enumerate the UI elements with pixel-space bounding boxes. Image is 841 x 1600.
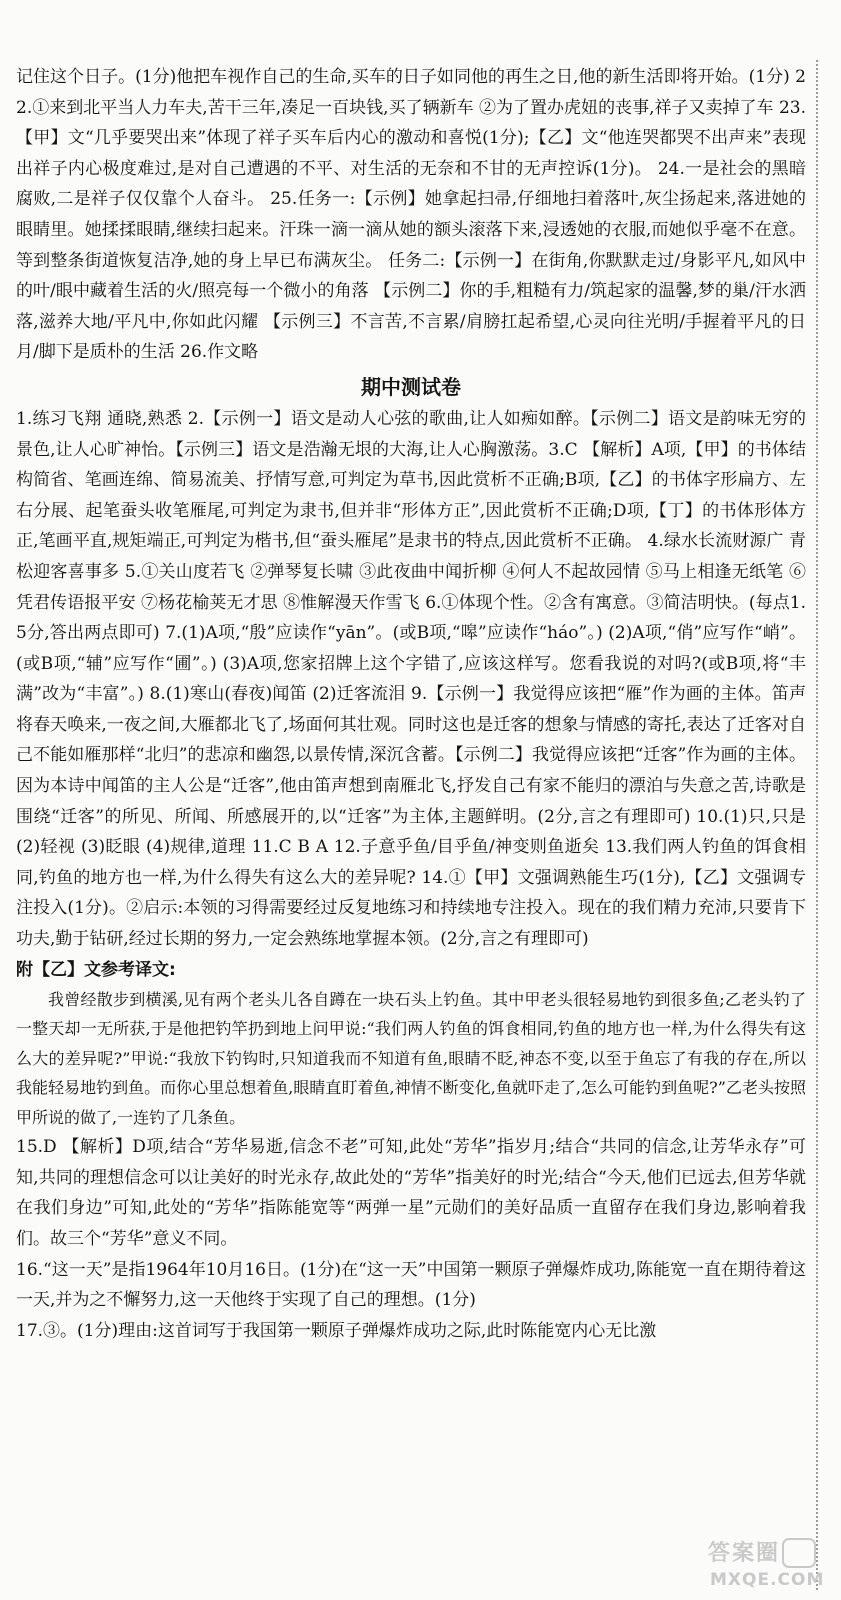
page-margin-dotted-line — [816, 60, 818, 1590]
watermark-domain: MXQE.COM — [710, 1570, 825, 1590]
answer-15: 15.D 【解析】D项,结合“芳华易逝,信念不老”可知,此处“芳华”指岁月;结合“共同的信念,让芳华永存”可知,共同的理想信念可以让美好的时光永存,故此处的“芳华”指美好的时光;结合“今天,他们已远去,但芳华就在我们身边”可知,此处的“芳华”指陈能宽等“两弹一星”元勋们的美好品质一直留存在我们身边,影响着我们。故三个“芳华”意义不同。 — [16, 1137, 806, 1249]
watermark-text: 答案圈 — [708, 1541, 781, 1566]
answer-17: 17.③。(1分)理由:这首词写于我国第一颗原子弹爆炸成功之际,此时陈能宽内心无比激 — [16, 1320, 657, 1341]
section-title: 期中测试卷 — [361, 374, 461, 399]
site-watermark — [700, 1536, 828, 1594]
answer-16: 16.“这一天”是指1964年10月16日。(1分)在“这一天”中国第一颗原子弹爆炸成功,陈能宽一直在期待着这一天,并为之不懈努力,这一天他终于实现了自己的理想。(1分) — [16, 1259, 806, 1311]
appendix-title: 附【乙】文参考译文: — [16, 959, 176, 980]
reference-translation: 我曾经散步到横溪,见有两个老头儿各自蹲在一块石头上钓鱼。其中甲老头很轻易地钓到很多鱼;乙老头钓了一整天却一无所获,于是他把钓竿扔到地上问甲说:“我们两人钓鱼的饵食相同,钓鱼的地方也一样,为什么得失有这么大的差异呢?”甲说:“我放下钓钩时,只知道我而不知道有鱼,眼睛不眨,神态不变,以至于鱼忘了有我的存在,所以我能轻易地钓到鱼。而你心里总想着鱼,眼睛直盯着鱼,神情不断变化,鱼就吓走了,怎么可能钓到鱼呢?”乙老头按照甲所说的做了,一连钓了几条鱼。 — [16, 989, 806, 1127]
watermark-badge-icon — [782, 1538, 816, 1568]
answer-content — [16, 62, 806, 1346]
midterm-answers: 1.练习飞翔 通晓,熟悉 2.【示例一】语文是动人心弦的歌曲,让人如痴如醉。【示例二】语文是韵味无穷的景色,让人心旷神怡。【示例三】语文是浩瀚无垠的大海,让人心胸激荡。3.C 【解析】A项,【甲】的书体结构简省、笔画连绵、简易流美、抒情写意,可判定为草书,因此赏析不正确;B项,【乙】的书体字形扁方、左右分展、起笔蚕头收笔雁尾,可判定为隶书,但并非“形体方正”,因此赏析不正确;D项,【丁】的书体形体方正,笔画平直,规矩端正,可判定为楷书,但“蚕头雁尾”是隶书的特点,因此赏析不正确。 4.绿水长流财源广 青松迎客喜事多 5.①关山度若飞 ②弹琴复长啸 ③此夜曲中闻折柳 ④何人不起故园情 ⑤马上相逢无纸笔 ⑥凭君传语报平安 ⑦杨花榆荚无才思 ⑧惟解漫天作雪飞 6.①体现个性。②含有寓意。③简洁明快。(每点1.5分,答出两点即可) 7.(1)A项,“殷”应读作“yān”。(或B项,“嗥”应读作“háo”。) (2)A项,“俏”应写作“峭”。(或B项,“辅”应写作“圃”。) (3)A项,您家招牌上这个字错了,应该这样写。您看我说的对吗?(或B项,将“丰满”改为“丰富”。) 8.(1)寒山(春夜)闻笛 (2)迁客流泪 9.【示例一】我觉得应该把“雁”作为画的主体。笛声将春天唤来,一夜之间,大雁都北飞了,场面何其壮观。同时这也是迁客的想象与情感的寄托,表达了迁客对自己不能如雁那样“北归”的悲凉和幽怨,以景传情,深沉含蓄。【示例二】我觉得应该把“迁客”作为画的主体。因为本诗中闻笛的主人公是“迁客”,他由笛声想到南雁北飞,抒发自己有家不能归的漂泊与失意之苦,诗歌是围绕“迁客”的所见、所闻、所感展开的,以“迁客”为主体,主题鲜明。(2分,言之有理即可) 10.(1)只,只是 (2)轻视 (3)眨眼 (4)规律,道理 11.C B A 12.子意乎鱼/目乎鱼/神变则鱼逝矣 13.我们两人钓鱼的饵食相同,钓鱼的地方也一样,为什么得失有这么大的差异呢? 14.①【甲】文强调熟能生巧(1分),【乙】文强调专注投入(1分)。②启示:本领的习得需要经过反复地练习和持续地专注投入。现在的我们精力充沛,只要肯下功夫,勤于钻研,经过长期的努力,一定会熟练地掌握本领。(2分,言之有理即可) — [16, 408, 806, 950]
prev-section-answers: 记住这个日子。(1分)他把车视作自己的生命,买车的日子如同他的再生之日,他的新生活即将开始。(1分) 22.①来到北平当人力车夫,苦干三年,凑足一百块钱,买了辆新车 ②为了置办虎妞的丧事,祥子又卖掉了车 23.【甲】文“几乎要哭出来”体现了祥子买车后内心的激动和喜悦(1分);【乙】文“他连哭都哭不出声来”表现出祥子内心极度难过,是对自己遭遇的不平、对生活的无奈和不甘的无声控诉(1分)。 24.一是社会的黑暗腐败,二是祥子仅仅靠个人奋斗。 25.任务一:【示例】她拿起扫帚,仔细地扫着落叶,灰尘扬起来,落进她的眼睛里。她揉揉眼睛,继续扫起来。汗珠一滴一滴从她的额头滚落下来,浸透她的衣服,而她似乎毫不在意。等到整条街道恢复洁净,她的身上早已布满灰尘。 任务二:【示例一】在街角,你默默走过/身影平凡,如风中的叶/眼中藏着生活的火/照亮每一个微小的角落 【示例二】你的手,粗糙有力/筑起家的温馨,梦的巢/汗水洒落,滋养大地/平凡中,你如此闪耀 【示例三】不言苦,不言累/肩膀扛起希望,心灵向往光明/手握着平凡的日月/脚下是质朴的生活 26.作文略 — [16, 67, 807, 363]
